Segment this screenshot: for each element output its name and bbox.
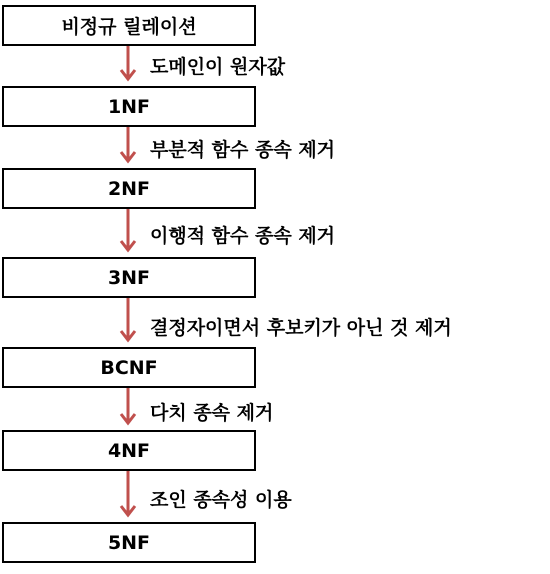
stage-box-4nf (2, 430, 256, 471)
stage-label: 3NF (107, 266, 151, 289)
down-arrow-icon (118, 298, 138, 347)
stage-box-1nf (2, 86, 256, 127)
down-arrow-icon (118, 471, 138, 522)
down-arrow-icon (118, 127, 138, 168)
stage-box-5nf (2, 522, 256, 563)
stage-box-3nf (2, 257, 256, 298)
stage-label: 1NF (107, 95, 151, 118)
step-label-atomic-domain: 도메인이 원자값 (150, 56, 286, 78)
stage-box-unnormalized (2, 5, 256, 46)
step-label-remove-non-candidate-determinant: 결정자이면서 후보키가 아닌 것 제거 (150, 317, 452, 339)
stage-label: 2NF (107, 177, 151, 200)
stage-box-2nf (2, 168, 256, 209)
step-label-remove-transitive-dependency: 이행적 함수 종속 제거 (150, 225, 336, 247)
stage-label: 4NF (107, 439, 151, 462)
step-label-remove-multivalued-dependency: 다치 종속 제거 (150, 402, 274, 424)
stage-box-bcnf (2, 347, 256, 388)
stage-label: 비정규 릴레이션 (61, 16, 197, 38)
down-arrow-icon (118, 46, 138, 86)
down-arrow-icon (118, 388, 138, 430)
stage-label: 5NF (107, 531, 151, 554)
down-arrow-icon (118, 209, 138, 257)
stage-label: BCNF (100, 356, 158, 379)
step-label-use-join-dependency: 조인 종속성 이용 (150, 489, 292, 511)
step-label-remove-partial-dependency: 부분적 함수 종속 제거 (150, 139, 336, 161)
